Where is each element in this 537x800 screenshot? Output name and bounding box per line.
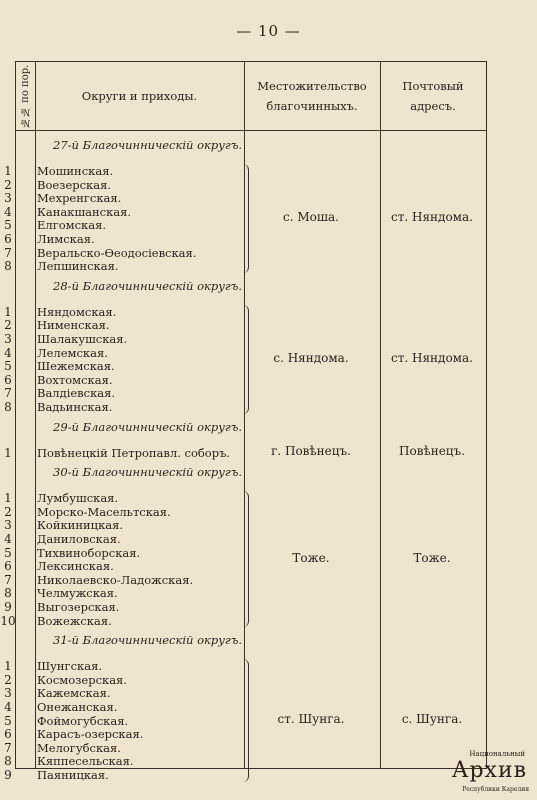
parish-name: Кяппесельская. <box>37 754 134 769</box>
parish-name: Койкиницкая. <box>37 518 124 533</box>
header-residence-l1: Местожительство <box>257 79 367 93</box>
group-title: 30-й Благочинническій округъ. <box>53 465 243 480</box>
parish-name: Даниловская. <box>37 532 121 546</box>
row-number: 6 <box>4 232 12 246</box>
residence-value: Тоже. <box>292 551 330 566</box>
row-number: 8 <box>4 400 12 414</box>
row-number: 5 <box>4 545 12 560</box>
address-value: с. Шунга. <box>401 712 463 727</box>
watermark-main: Архив <box>451 758 527 783</box>
header-address-l2: адресъ. <box>410 99 456 113</box>
row-number: 8 <box>4 754 12 769</box>
parish-name: Лепшинская. <box>37 259 119 274</box>
archive-watermark <box>419 750 533 796</box>
watermark-bottom: Республики Карелия <box>462 786 529 793</box>
address-value: ст. Няндома. <box>391 210 473 225</box>
row-number: 1 <box>4 164 12 178</box>
address-value: Повѣнецъ. <box>399 444 465 459</box>
row-number: 3 <box>4 191 12 206</box>
row-number: 6 <box>4 727 12 742</box>
row-number: 6 <box>4 372 12 387</box>
parish-name: Николаевско-Ладожская. <box>37 572 194 587</box>
parish-name: Вадьинская. <box>37 400 113 414</box>
row-number: 2 <box>4 318 12 333</box>
header-residence <box>244 62 380 130</box>
row-number: 5 <box>4 218 12 233</box>
header-address-l1: Почтовый <box>402 79 464 93</box>
parish-name: Онежанская. <box>37 700 118 714</box>
parish-name: Лексинская. <box>37 559 114 574</box>
parish-name: Кажемская. <box>37 686 111 701</box>
parish-name: Вохтомская. <box>37 372 113 387</box>
row-number: 10 <box>0 613 16 628</box>
parish-name: Повѣнецкій Петропавл. соборъ. <box>37 445 231 460</box>
group-title: 27-й Благочинническій округъ. <box>53 138 243 152</box>
parish-name: Няндомская. <box>37 304 117 319</box>
group-title: 29-й Благочинническій округъ. <box>53 419 243 434</box>
residence-value: ст. Шунга. <box>277 712 345 727</box>
parish-name: Веральско-Өеодосіевская. <box>37 245 197 260</box>
parish-name: Морско-Масельтская. <box>37 504 171 519</box>
row-number: 4 <box>4 700 12 714</box>
header-residence-l2: благочинныхъ. <box>266 99 358 113</box>
residence-value: с. Няндома. <box>273 351 349 366</box>
parish-name: Шалакушская. <box>37 332 128 346</box>
row-number: 9 <box>4 600 12 614</box>
parish-name: Лумбушская. <box>37 491 119 506</box>
row-number: 4 <box>4 345 12 360</box>
parish-name: Выгозерская. <box>37 600 120 614</box>
row-number: 2 <box>4 177 12 192</box>
address-value: Тоже. <box>413 551 451 566</box>
row-number: 6 <box>4 559 12 574</box>
parish-name: Лелемская. <box>37 345 108 360</box>
parish-name: Шунгская. <box>37 659 102 674</box>
row-number: 1 <box>4 304 12 319</box>
row-number: 1 <box>4 445 12 460</box>
parish-name: Елгомская. <box>37 218 106 233</box>
group-title: 28-й Благочинническій округъ. <box>53 278 243 293</box>
row-number: 5 <box>4 359 12 374</box>
parish-name: Шежемская. <box>37 359 115 374</box>
header-districts-label: Округи и приходы. <box>81 89 198 103</box>
parish-name: Мошинская. <box>37 164 114 178</box>
address-value: ст. Няндома. <box>391 351 473 366</box>
parish-name: Вожежская. <box>37 613 112 628</box>
watermark-top: Национальный <box>469 750 525 758</box>
row-number: 2 <box>4 504 12 519</box>
row-number: 3 <box>4 686 12 701</box>
parish-name: Карасъ-озерская. <box>37 727 144 742</box>
parish-name: Нименская. <box>37 318 110 333</box>
parish-name: Космозерская. <box>37 672 127 687</box>
parish-name: Валдіевская. <box>37 386 116 401</box>
row-number: 7 <box>4 572 12 587</box>
parish-name: Паяницкая. <box>37 768 109 782</box>
residence-value: г. Повѣнецъ. <box>271 444 351 459</box>
parish-name: Мехренгская. <box>37 191 122 206</box>
parish-name: Канакшанская. <box>37 204 132 219</box>
parish-name: Челмужская. <box>37 586 118 601</box>
row-number: 7 <box>4 740 12 755</box>
row-number: 1 <box>4 491 12 506</box>
parish-name: Воезерская. <box>37 177 112 192</box>
parish-name: Фоймогубская. <box>37 713 129 728</box>
page-number: — 10 — <box>236 22 301 40</box>
group-title: 31-й Благочинническій округъ. <box>53 633 243 648</box>
row-number: 7 <box>4 386 12 401</box>
header-number: №№ по пор. <box>20 64 31 128</box>
parish-name: Тихвиноборская. <box>37 545 141 560</box>
header-address <box>380 62 486 130</box>
row-number: 9 <box>4 768 12 782</box>
row-number: 1 <box>4 659 12 674</box>
row-number: 4 <box>4 532 12 546</box>
row-number: 4 <box>4 204 12 219</box>
row-number: 7 <box>4 245 12 260</box>
parish-name: Мелогубская. <box>37 740 121 755</box>
row-number: 3 <box>4 518 12 533</box>
row-number: 2 <box>4 672 12 687</box>
residence-value: с. Моша. <box>283 210 339 225</box>
row-number: 3 <box>4 332 12 346</box>
row-number: 5 <box>4 713 12 728</box>
row-number: 8 <box>4 586 12 601</box>
header-districts <box>35 62 244 130</box>
row-number: 8 <box>4 259 12 274</box>
parish-name: Лимская. <box>37 232 95 246</box>
